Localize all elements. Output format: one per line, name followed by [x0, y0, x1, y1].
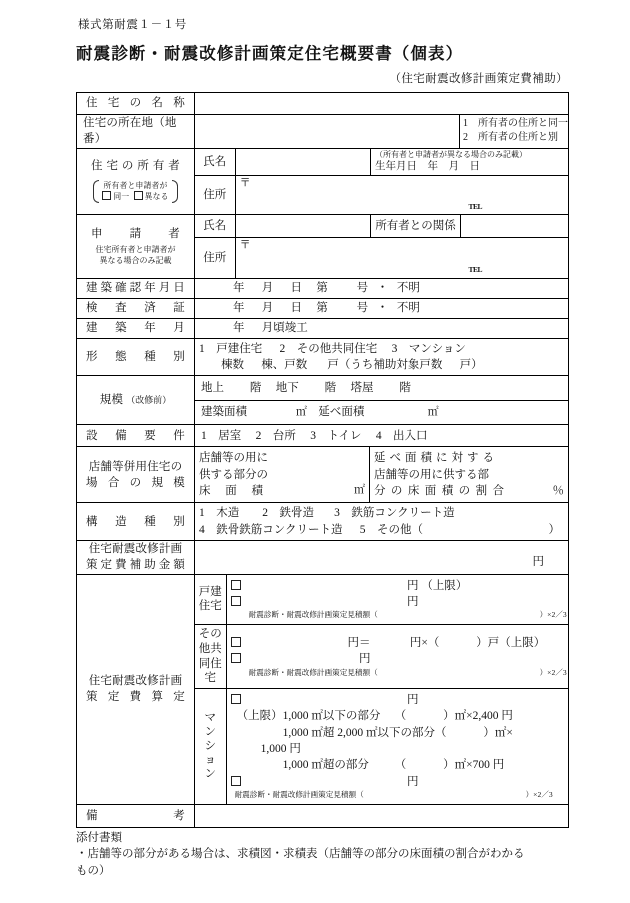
- applicant-address-row: [195, 237, 568, 277]
- location-option-1[interactable]: 1 所有者の住所と同一: [463, 118, 568, 130]
- calc-detached-line-1: 円 （上限）: [231, 578, 564, 594]
- input-subsidy-amount[interactable]: 円: [195, 541, 569, 575]
- calc-detached-checkbox-1[interactable]: [231, 580, 241, 590]
- owner-same-checkbox[interactable]: [102, 191, 111, 200]
- owner-name-note-block: [370, 149, 568, 176]
- owner-postal-mark: 〒: [239, 176, 251, 189]
- table-row-store-use: [77, 447, 569, 503]
- building-count-row[interactable]: 棟数 棟、戸数 戸（うち補助対象戸数 戸）: [221, 359, 483, 372]
- owner-address-row: [195, 175, 568, 213]
- table-row-applicant: [77, 214, 569, 278]
- label-scale: 規模 （改修前）: [77, 376, 195, 425]
- applicant-inner-table: [195, 215, 568, 278]
- facility-option-1[interactable]: 1 居室: [201, 429, 242, 442]
- scale-inner-table: [195, 377, 568, 424]
- owner-applicant-same-note: 所有者と申請者が 同一 異なる: [77, 180, 194, 204]
- building-type-option-2[interactable]: 2 その他共同住宅: [279, 342, 378, 355]
- facility-option-3[interactable]: 3 トイレ: [310, 429, 362, 442]
- owner-tel-label: TEL: [468, 201, 482, 211]
- input-owner-address[interactable]: [235, 175, 568, 213]
- attachment-notes: [76, 830, 596, 880]
- label-build-date: 建築年月: [77, 318, 195, 338]
- store-floor-area[interactable]: 店舗等の用に 供する部分の 床面積 ㎡: [195, 447, 370, 503]
- label-calc-other: その 他共 同住 宅: [195, 625, 226, 689]
- calc-mansion-estimate[interactable]: 耐震診断・耐震改修計画策定見積額（ ）×2／3: [234, 790, 553, 800]
- calc-other-row: [195, 625, 568, 689]
- structure-options-row-1: [199, 505, 564, 521]
- table-row-calculation: [77, 574, 569, 804]
- input-confirmation-date[interactable]: 年 月 日 第 号 ・ 不明: [195, 278, 569, 298]
- label-facilities: 設備要件: [77, 425, 195, 447]
- table-row-confirmation-date: [77, 278, 569, 298]
- table-row-facilities: [77, 425, 569, 447]
- structure-option-1[interactable]: 1 木造: [199, 507, 240, 520]
- input-owner-relation[interactable]: [461, 215, 568, 238]
- input-house-location[interactable]: [195, 115, 460, 149]
- label-calc-detached: 戸建 住宅: [195, 575, 226, 625]
- applicant-note-1: 住宅所有者と申請者が: [95, 245, 176, 255]
- table-row-house-location: [77, 115, 569, 149]
- label-applicant-address: 住所: [195, 237, 235, 277]
- input-remarks[interactable]: [195, 804, 569, 827]
- table-row-build-date: [77, 318, 569, 338]
- attachment-line-1: ・店舗等の部分がある場合は、求積図・求積表（店舗等の部分の床面積の割合がわかる: [76, 848, 525, 861]
- scale-area-row: [195, 400, 568, 424]
- subtitle: （住宅耐震改修計画策定費補助）: [389, 73, 568, 85]
- input-scale-floors[interactable]: 地上 階 地下 階 塔屋 階: [201, 382, 411, 395]
- calc-detached-content: [226, 575, 568, 625]
- table-row-building-type: [77, 338, 569, 376]
- table-row-house-name: [77, 93, 569, 115]
- label-owner-relation: 所有者との関係: [370, 215, 460, 238]
- table-row-remarks: [77, 804, 569, 827]
- table-row-scale: [77, 376, 569, 425]
- scale-block: [195, 376, 569, 425]
- calc-other-estimate[interactable]: 耐震診断・耐震改修計画策定見積額（ ）×2／3: [248, 667, 567, 677]
- structure-option-2[interactable]: 2 鉄骨造: [262, 507, 314, 520]
- owner-name-row: [195, 149, 568, 176]
- building-type-option-1[interactable]: 1 戸建住宅: [199, 342, 263, 355]
- label-house-owner: 住宅の所有者 所有者と申請者が 同一 異なる: [77, 148, 195, 214]
- structure-option-5[interactable]: 5 その他（: [359, 523, 424, 536]
- label-applicant-name: 氏名: [195, 215, 235, 238]
- calc-mansion-line-1: 円: [231, 692, 564, 708]
- calc-detached-checkbox-2[interactable]: [231, 596, 241, 606]
- calc-mansion-tier-1[interactable]: （上限）1,000 ㎡以下の部分 （ ）㎡×2,400 円: [236, 710, 513, 723]
- label-house-location: 住宅の所在地（地 番）: [77, 115, 195, 149]
- label-structure: 構造種別: [77, 503, 195, 541]
- building-type-option-row: [199, 341, 564, 357]
- input-scale-area[interactable]: 建築面積 ㎡ 延べ面積 ㎡: [195, 400, 568, 424]
- label-house-name: 住宅の名称: [77, 93, 195, 115]
- location-option-group: [460, 115, 569, 149]
- label-owner-address: 住所: [195, 175, 235, 213]
- form-number: 様式第耐震１－１号: [78, 19, 187, 31]
- calc-other-checkbox-2[interactable]: [231, 653, 241, 663]
- calc-mansion-tier-2-rate: 1,000 円: [260, 743, 301, 756]
- calc-other-line-1: 円＝ 円×（ ）戸（上限）: [231, 635, 564, 651]
- table-row-structure: [77, 503, 569, 541]
- input-inspection-cert[interactable]: 年 月 日 第 号 ・ 不明: [195, 298, 569, 318]
- input-applicant-address[interactable]: [235, 237, 568, 277]
- structure-option-3[interactable]: 3 鉄筋コンクリート造: [334, 507, 455, 520]
- calculation-inner-table: [195, 575, 568, 804]
- input-build-date[interactable]: 年 月頃竣工: [195, 318, 569, 338]
- calc-detached-line-2: 円: [231, 594, 564, 610]
- calculation-block: [195, 574, 569, 804]
- page-title: 耐震診断・耐震改修計画策定住宅概要書（個表）: [76, 44, 464, 63]
- owner-name-note: （所有者と申請者が異なる場合のみ記載）: [374, 149, 527, 159]
- owner-birthdate[interactable]: 生年月日 年 月 日: [374, 161, 480, 173]
- scale-floors-row: [195, 377, 568, 401]
- label-subsidy-amount: 住宅耐震改修計画 策定費補助金額: [77, 541, 195, 575]
- structure-options-row-2: 4 鉄骨鉄筋コンクリート造 5 その他（ ）: [199, 523, 560, 536]
- facility-option-4[interactable]: 4 出入口: [375, 429, 428, 442]
- label-calc-mansion: マ ン シ ョ ン: [195, 689, 226, 804]
- label-remarks: 備考: [77, 804, 195, 827]
- label-owner-name: 氏名: [195, 149, 235, 176]
- calc-mansion-tier-2[interactable]: 1,000 ㎡超 2,000 ㎡以下の部分（ ）㎡×: [282, 726, 513, 739]
- applicant-detail-block: [195, 214, 569, 278]
- calc-mansion-content: [226, 689, 568, 804]
- location-option-2[interactable]: 2 所有者の住所と別: [463, 132, 558, 144]
- table-row-inspection-cert: [77, 298, 569, 318]
- calc-detached-estimate[interactable]: 耐震診断・耐震改修計画策定見積額（ ）×2／3: [248, 610, 567, 620]
- attachment-title: 添付書類: [76, 831, 122, 844]
- input-owner-name[interactable]: [235, 149, 370, 176]
- calc-mansion-line-2: 円: [231, 774, 564, 790]
- applicant-postal-mark: 〒: [239, 238, 251, 251]
- building-type-option-3[interactable]: 3 マンション: [391, 342, 466, 355]
- label-inspection-cert: 検査済証: [77, 298, 195, 318]
- label-store-use: 店舗等併用住宅の 場合の規模: [77, 447, 195, 503]
- building-type-options: [195, 338, 569, 376]
- calc-mansion-tier-3[interactable]: 1,000 ㎡超の部分 （ ）㎡×700 円: [282, 759, 505, 772]
- calc-mansion-row: [195, 689, 568, 804]
- calc-other-line-2: 円: [231, 651, 564, 667]
- input-applicant-name[interactable]: [235, 215, 370, 238]
- label-applicant: 申請者 住宅所有者と申請者が 異なる場合のみ記載: [77, 214, 195, 278]
- calc-mansion-checkbox-1[interactable]: [231, 694, 241, 704]
- applicant-name-row: [195, 215, 568, 238]
- structure-option-4[interactable]: 4 鉄骨鉄筋コンクリート造: [199, 523, 343, 536]
- calc-detached-row: [195, 575, 568, 625]
- main-form-table: [76, 92, 569, 828]
- structure-options: [195, 503, 569, 541]
- calc-other-checkbox-1[interactable]: [231, 637, 241, 647]
- applicant-tel-label: TEL: [468, 265, 482, 275]
- facilities-options: [195, 425, 569, 447]
- owner-detail-block: [195, 148, 569, 214]
- table-row-subsidy-amount: [77, 541, 569, 575]
- facility-option-2[interactable]: 2 台所: [255, 429, 296, 442]
- calc-mansion-checkbox-2[interactable]: [231, 776, 241, 786]
- store-area-ratio[interactable]: 延べ面積に対する 店舗等の用に供する部 分の床面積の割合 ％: [370, 447, 569, 503]
- owner-inner-table: [195, 149, 568, 214]
- label-building-type: 形態種別: [77, 338, 195, 376]
- label-confirmation-date: 建築確認年月日: [77, 278, 195, 298]
- calc-other-content: [226, 625, 568, 689]
- input-house-name[interactable]: [195, 93, 569, 115]
- owner-different-checkbox[interactable]: [134, 191, 143, 200]
- attachment-line-2: もの）: [76, 865, 111, 878]
- label-calculation: 住宅耐震改修計画 策定費算定: [77, 574, 195, 804]
- applicant-note-2: 異なる場合のみ記載: [99, 256, 172, 266]
- table-row-house-owner: [77, 148, 569, 214]
